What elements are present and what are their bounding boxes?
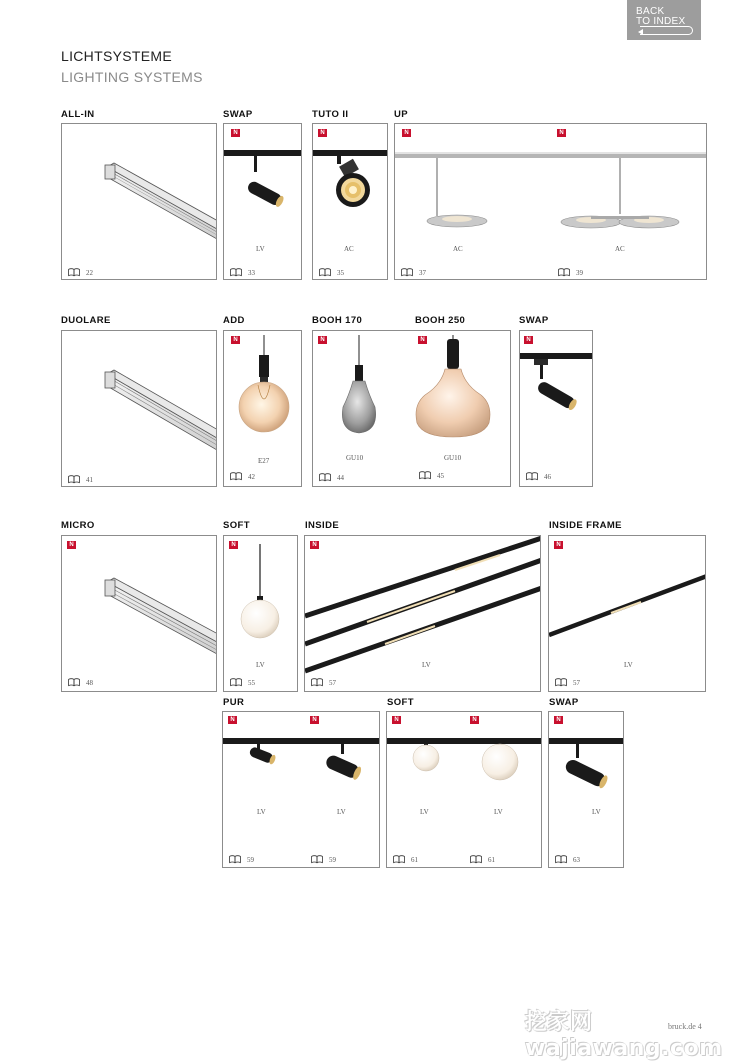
page-ref: 48 xyxy=(86,678,93,687)
label-up: UP xyxy=(394,109,408,120)
new-badge: N xyxy=(554,716,563,724)
book-icon xyxy=(67,475,81,484)
voltage-label-a: AC xyxy=(453,245,463,253)
page-ref: 45 xyxy=(437,471,444,480)
new-badge: N xyxy=(231,336,240,344)
page-title: LICHTSYSTEME xyxy=(61,48,172,64)
product-card-pur[interactable] xyxy=(222,711,380,868)
watermark: 挖家网 wajiawang.com xyxy=(525,1010,723,1061)
new-badge: N xyxy=(318,129,327,137)
book-icon xyxy=(310,855,324,864)
page-ref: 55 xyxy=(248,678,255,687)
new-badge: N xyxy=(67,541,76,549)
label-soft-2: SOFT xyxy=(387,697,414,708)
new-badge: N xyxy=(310,541,319,549)
page-ref: 41 xyxy=(86,475,93,484)
product-card-micro[interactable] xyxy=(61,535,217,692)
label-micro: MICRO xyxy=(61,520,95,531)
catalog-ref[interactable] xyxy=(229,678,255,687)
page-ref: 42 xyxy=(248,472,255,481)
product-card-soft-2[interactable] xyxy=(386,711,542,868)
catalog-ref-b[interactable] xyxy=(557,268,583,277)
new-badge: N xyxy=(524,336,533,344)
page-ref: 61 xyxy=(488,855,495,864)
voltage-label: LV xyxy=(624,661,633,669)
label-inside-frame: INSIDE FRAME xyxy=(549,520,622,531)
catalog-ref-a[interactable] xyxy=(228,855,254,864)
book-icon xyxy=(228,855,242,864)
spotlight-image xyxy=(224,148,302,228)
track-rail-image xyxy=(102,159,217,239)
booh-pendant-image xyxy=(313,335,511,450)
book-icon xyxy=(525,472,539,481)
label-inside: INSIDE xyxy=(305,520,340,531)
voltage-label-b: AC xyxy=(615,245,625,253)
voltage-label: LV xyxy=(256,661,265,669)
voltage-label: LV xyxy=(422,661,431,669)
new-badge: N xyxy=(418,336,427,344)
add-pendant-image xyxy=(224,335,302,455)
up-pendant-image xyxy=(395,148,707,238)
page-ref: 59 xyxy=(329,855,336,864)
voltage-label-b: LV xyxy=(494,808,503,816)
book-icon xyxy=(554,678,568,687)
page-subtitle: LIGHTING SYSTEMS xyxy=(61,69,203,85)
catalog-ref[interactable] xyxy=(229,472,255,481)
book-icon xyxy=(469,855,483,864)
soft-track-image xyxy=(387,734,542,794)
label-booh-170: BOOH 170 xyxy=(312,315,363,326)
catalog-ref-b[interactable] xyxy=(469,855,495,864)
catalog-ref[interactable] xyxy=(554,678,580,687)
book-icon xyxy=(67,268,81,277)
socket-label-b: GU10 xyxy=(444,454,462,462)
catalog-ref[interactable] xyxy=(554,855,580,864)
book-icon xyxy=(229,268,243,277)
product-card-up[interactable] xyxy=(394,123,707,280)
page-ref: 63 xyxy=(573,855,580,864)
catalog-ref[interactable] xyxy=(525,472,551,481)
page-ref: 46 xyxy=(544,472,551,481)
label-booh-250: BOOH 250 xyxy=(415,315,466,326)
voltage-label: AC xyxy=(344,245,354,253)
micro-rail-image xyxy=(102,574,217,656)
page-ref: 59 xyxy=(247,855,254,864)
label-soft: SOFT xyxy=(223,520,250,531)
new-badge: N xyxy=(557,129,566,137)
product-card-duolare[interactable] xyxy=(61,330,217,487)
catalog-ref[interactable] xyxy=(67,678,93,687)
product-card-swap-3[interactable] xyxy=(548,711,624,868)
product-card-swap[interactable] xyxy=(223,123,302,280)
book-icon xyxy=(557,268,571,277)
catalog-ref[interactable] xyxy=(67,475,93,484)
catalog-ref-a[interactable] xyxy=(318,473,344,482)
arrowhead-icon xyxy=(638,29,643,35)
label-all-in: ALL-IN xyxy=(61,109,95,120)
book-icon xyxy=(400,268,414,277)
label-swap: SWAP xyxy=(223,109,253,120)
new-badge: N xyxy=(392,716,401,724)
track-rail-image xyxy=(102,366,217,451)
new-badge: N xyxy=(228,716,237,724)
label-swap-2: SWAP xyxy=(519,315,549,326)
book-icon xyxy=(418,471,432,480)
product-card-tuto-ii[interactable] xyxy=(312,123,388,280)
product-card-booh[interactable] xyxy=(312,330,511,487)
voltage-label-a: LV xyxy=(257,808,266,816)
back-label: BACK xyxy=(636,6,665,17)
label-swap-3: SWAP xyxy=(549,697,579,708)
socket-label: E27 xyxy=(258,457,270,465)
catalog-ref[interactable] xyxy=(67,268,93,277)
new-badge: N xyxy=(231,129,240,137)
back-to-index-button[interactable] xyxy=(627,0,701,40)
catalog-ref[interactable] xyxy=(229,268,255,277)
page-ref: 37 xyxy=(419,268,426,277)
product-card-all-in[interactable] xyxy=(61,123,217,280)
to-index-label: TO INDEX xyxy=(636,16,686,27)
catalog-ref[interactable] xyxy=(310,678,336,687)
catalog-ref-a[interactable] xyxy=(392,855,418,864)
new-badge: N xyxy=(229,541,238,549)
swap-spotlight-image xyxy=(549,734,624,804)
swap-spotlight-image xyxy=(520,351,593,431)
catalog-ref-b[interactable] xyxy=(418,471,444,480)
product-card-soft[interactable] xyxy=(223,535,298,692)
page-ref: 39 xyxy=(576,268,583,277)
voltage-label: LV xyxy=(592,808,601,816)
new-badge: N xyxy=(318,336,327,344)
page-ref: 57 xyxy=(573,678,580,687)
label-pur: PUR xyxy=(223,697,245,708)
footer-page-number: bruck.de 4 xyxy=(668,1022,702,1031)
new-badge: N xyxy=(554,541,563,549)
page-ref: 57 xyxy=(329,678,336,687)
voltage-label-a: LV xyxy=(420,808,429,816)
voltage-label-b: LV xyxy=(337,808,346,816)
page-ref: 22 xyxy=(86,268,93,277)
book-icon xyxy=(229,472,243,481)
tuto-spotlight-image xyxy=(313,148,388,218)
product-card-inside-frame[interactable] xyxy=(548,535,706,692)
book-icon xyxy=(67,678,81,687)
catalog-ref[interactable] xyxy=(318,268,344,277)
page-ref: 33 xyxy=(248,268,255,277)
label-tuto-ii: TUTO II xyxy=(312,109,349,120)
page-ref: 44 xyxy=(337,473,344,482)
socket-label-a: GU10 xyxy=(346,454,364,462)
product-card-add[interactable] xyxy=(223,330,302,487)
catalog-ref-b[interactable] xyxy=(310,855,336,864)
pur-spotlight-image xyxy=(223,734,380,794)
new-badge: N xyxy=(470,716,479,724)
product-card-swap-2[interactable] xyxy=(519,330,593,487)
product-card-inside[interactable] xyxy=(304,535,541,692)
book-icon xyxy=(229,678,243,687)
page-ref: 61 xyxy=(411,855,418,864)
book-icon xyxy=(392,855,406,864)
new-badge: N xyxy=(310,716,319,724)
catalog-ref-a[interactable] xyxy=(400,268,426,277)
book-icon xyxy=(318,473,332,482)
return-arrow-icon xyxy=(640,26,693,35)
new-badge: N xyxy=(402,129,411,137)
book-icon xyxy=(318,268,332,277)
label-duolare: DUOLARE xyxy=(61,315,111,326)
voltage-label: LV xyxy=(256,245,265,253)
page-ref: 35 xyxy=(337,268,344,277)
label-add: ADD xyxy=(223,315,245,326)
soft-pendant-image xyxy=(224,544,298,644)
book-icon xyxy=(310,678,324,687)
book-icon xyxy=(554,855,568,864)
